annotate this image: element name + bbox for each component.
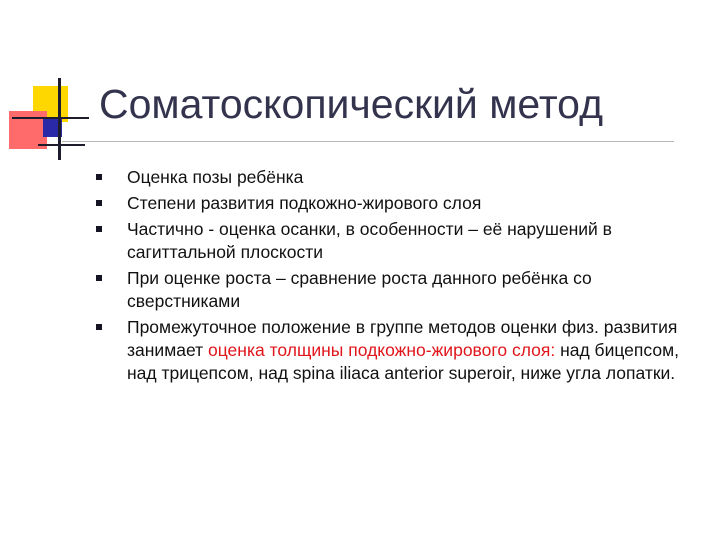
logo-vertical-line <box>58 78 61 160</box>
bullet-text: При оценке роста – сравнение роста данного ребёнка со сверстниками <box>127 268 592 311</box>
logo-horizontal-line <box>12 117 89 119</box>
bullet-item <box>96 218 696 264</box>
title-underline <box>62 141 674 142</box>
bullet-highlight-text: оценка толщины подкожно-жирового слоя: <box>208 340 556 360</box>
bullet-list <box>96 166 696 388</box>
bullet-item <box>96 166 696 189</box>
bullet-text-after: над бицепсом, над трицепсом, над spina iliaca anterior superoir, ниже угла лопатки. <box>127 340 679 383</box>
slide-title: Соматоскопический метод <box>99 81 603 127</box>
bullet-item <box>96 316 696 385</box>
bullet-square-icon <box>96 174 102 180</box>
bullet-item <box>96 192 696 215</box>
logo-horizontal-line-lower <box>38 144 85 146</box>
bullet-square-icon <box>96 200 102 206</box>
bullet-text: Степени развития подкожно-жирового слоя <box>127 193 482 213</box>
bullet-square-icon <box>96 324 102 330</box>
bullet-item <box>96 267 696 313</box>
bullet-text-before: Промежуточное положение в группе методов оценки физ. развития занимает <box>127 317 678 360</box>
bullet-square-icon <box>96 226 102 232</box>
bullet-text: Частично - оценка осанки, в особенности – её нарушений в сагиттальной плоскости <box>127 219 612 262</box>
bullet-text: Оценка позы ребёнка <box>127 167 304 187</box>
bullet-square-icon <box>96 275 102 281</box>
